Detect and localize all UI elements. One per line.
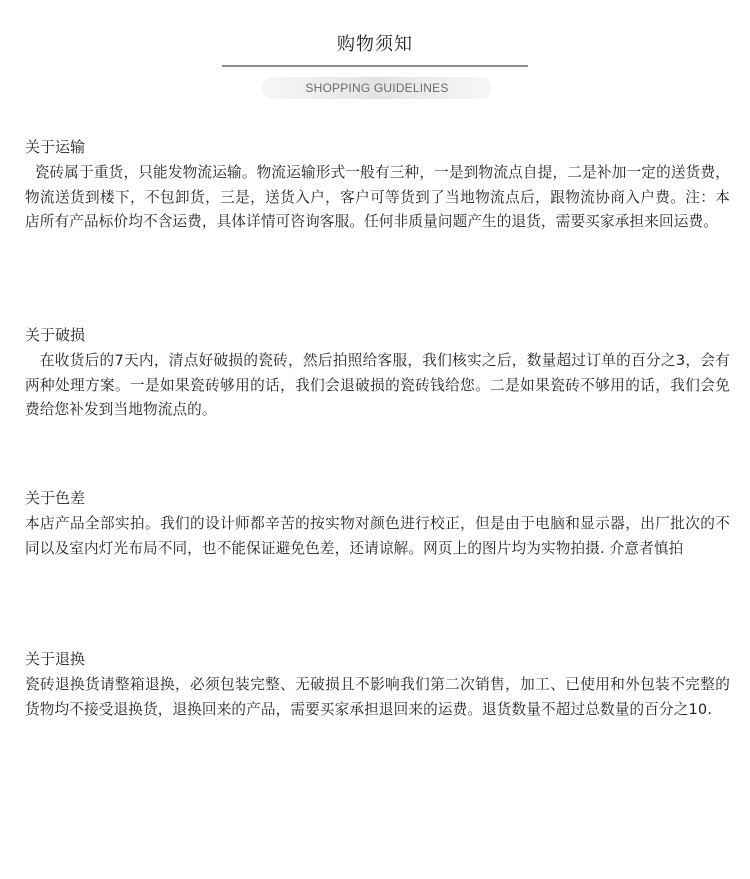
section-body-damage: 在收货后的7天内，清点好破损的瓷砖，然后拍照给客服，我们核实之后，数量超过订单的百分之3，会有两种处理方案。一是如果瓷砖够用的话，我们会退破损的瓷砖钱给您。二是如果瓷砖不够用的话，我们会免费给您补发到当地物流点的。 (25, 352, 730, 419)
section-color-difference (25, 486, 730, 561)
section-heading-returns: 关于退换 (25, 650, 86, 668)
section-body-returns: 瓷砖退换货请整箱退换，必须包装完整、无破损且不影响我们第二次销售，加工、已使用和外包装不完整的货物均不接受退换货，退换回来的产品，需要买家承担退回来的运费。退货数量不超过总数量的百分之10. (25, 676, 730, 718)
section-body-color-difference: 本店产品全部实拍。我们的设计师都辛苦的按实物对颜色进行校正，但是由于电脑和显示器，出厂批次的不同以及室内灯光布局不同，也不能保证避免色差，还请谅解。网页上的图片均为实物拍摄. 介意者慎拍 (25, 515, 730, 557)
section-shipping (25, 135, 730, 235)
page-title: 购物须知 (337, 34, 413, 55)
section-heading-shipping: 关于运输 (25, 138, 86, 156)
page-subtitle: SHOPPING GUIDELINES (262, 77, 492, 99)
section-returns (25, 647, 730, 722)
section-heading-color-difference: 关于色差 (25, 489, 86, 507)
section-heading-damage: 关于破损 (25, 326, 86, 344)
title-divider (222, 65, 528, 67)
page-header (0, 0, 750, 110)
section-damage (25, 323, 730, 423)
section-body-shipping: 瓷砖属于重货，只能发物流运输。物流运输形式一般有三种，一是到物流点自提，二是补加一定的送货费，物流送货到楼下，不包卸货，三是，送货入户，客户可等货到了当地物流点后，跟物流协商入户费。注：本店所有产品标价均不含运费，具体详情可咨询客服。任何非质量问题产生的退货，需要买家承担来回运费。 (25, 164, 730, 231)
